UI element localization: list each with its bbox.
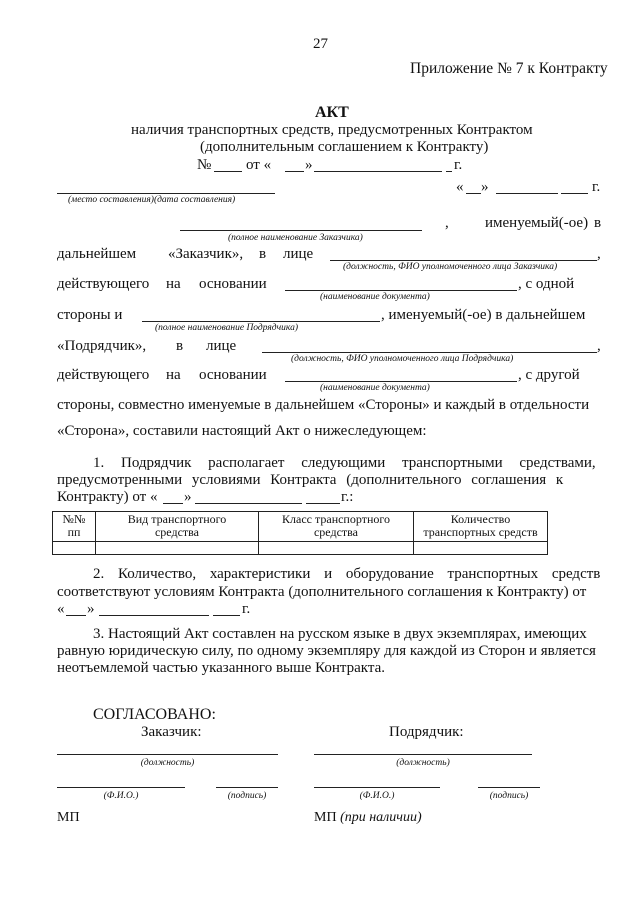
header-cell-number [53,512,96,542]
contractor-fio-field[interactable] [314,787,440,788]
in-word: в [594,215,602,231]
preamble-line-sides: стороны, совместно именуемые в дальнейшем «Стороны» и каждый в отдельности [57,397,590,413]
clause1-line-3-end: г.: [341,489,354,505]
named-word: именуемый(-ое) [485,215,589,231]
side-and: стороны и [57,307,123,323]
contractor-document-field[interactable] [285,381,517,382]
customer-person-comma: , [597,246,601,262]
place-caption: (место составления)(дата составления) [68,195,236,205]
customer-position-caption: (должность) [140,758,195,768]
acting-word: действующего [57,276,150,292]
header-cell-type-l2: средства [154,525,199,539]
contractor-stamp-label [314,809,422,826]
number-month-field[interactable] [314,171,442,172]
further-word: дальнейшем [57,246,137,262]
na-word-2: на [166,367,181,383]
clause1-day-field[interactable] [163,503,183,504]
date-open-quote: « [456,179,464,195]
page-number: 27 [313,36,328,52]
basis-word: основании [199,276,267,292]
number-field[interactable] [214,171,242,172]
agreed-heading: СОГЛАСОВАНО: [93,706,216,723]
clause1-line-3-start: Контракту) от « [57,489,158,505]
table-row[interactable] [53,542,548,555]
clause3-line-3: неотъемлемой частью указанного выше Контракта. [57,660,385,676]
customer-document-caption: (наименование документа) [320,292,430,302]
clause2-line-3-start: « [57,601,65,617]
customer-person-field[interactable] [330,260,597,261]
with-one-side: , с одной [518,276,575,292]
header-cell-count-l1: Количество [450,512,511,526]
number-year-suffix: г. [454,157,463,173]
customer-position-field[interactable] [57,754,278,755]
customer-person-caption: (должность, ФИО уполномоченного лица Заказчика) [343,262,558,272]
clause2-line-2: соответствуют условиям Контракта (дополнительного соглашения к Контракту) от [57,584,587,600]
contractor-sign-field[interactable] [478,787,540,788]
v-word: в [259,246,267,262]
date-year-field[interactable] [561,193,588,194]
contractor-name-field[interactable] [142,321,380,322]
v-word-2: в [176,338,184,354]
customer-fio-caption: (Ф.И.О.) [103,791,139,801]
customer-label: «Заказчик», [168,246,244,262]
contractor-person-comma: , [597,338,601,354]
number-prefix: № [197,157,212,173]
header-cell-class [259,512,414,542]
clause2-line-3-mid: » [87,601,95,617]
customer-sign-caption: (подпись) [227,791,267,801]
date-day-field[interactable] [466,193,481,194]
subtitle-line-1: наличия транспортных средств, предусмотренных Контрактом [131,122,533,138]
header-cell-count-l2: транспортных средств [423,525,538,539]
clause2-month-field[interactable] [99,615,209,616]
contractor-stamp-note: (при наличии) [340,810,422,825]
clause1-year-field[interactable] [306,503,340,504]
header-cell-class-l1: Класс транспортного [282,512,390,526]
number-day-field[interactable] [285,171,304,172]
contractor-position-caption: (должность) [396,758,450,768]
clause3-line-1: 3. Настоящий Акт составлен на русском языке в двух экземплярах, имеющих [93,626,587,642]
contractor-signature-label: Подрядчик: [389,724,464,740]
header-cell-count [414,512,548,542]
customer-document-field[interactable] [285,290,517,291]
clause1-month-field[interactable] [195,503,302,504]
header-cell-number-l1: №№ [62,512,86,526]
clause1-line-1-text: 1. Подрядчик располагает следующими транспортными средствами, [93,455,596,471]
clause3-line-2: равную юридическую силу, по одному экземпляру для каждой из Сторон и является [57,643,596,659]
contractor-stamp-mp: МП [314,810,337,825]
with-other-side: , с другой [518,367,580,383]
date-year-suffix: г. [592,179,601,195]
document-title: АКТ [315,104,349,121]
clause2-day-field[interactable] [66,615,86,616]
contractor-person-caption: (должность, ФИО уполномоченного лица Подрядчика) [291,354,514,364]
table-cell[interactable] [259,542,414,555]
contractor-name-caption: (полное наименование Подрядчика) [155,323,298,333]
named-further: , именуемый(-ое) в дальнейшем [381,307,586,323]
header-cell-class-l2: средства [313,525,358,539]
date-month-field[interactable] [496,193,558,194]
appendix-label: Приложение № 7 к Контракту [410,60,608,77]
contractor-position-field[interactable] [314,754,532,755]
table-cell[interactable] [96,542,259,555]
customer-signature-label: Заказчик: [141,724,202,740]
header-cell-number-l2: пп [67,525,81,539]
na-word: на [166,276,181,292]
table-header-row [53,512,548,542]
customer-stamp-label: МП [57,810,80,825]
customer-comma: , [445,215,449,231]
customer-name-caption: (полное наименование Заказчика) [228,233,363,243]
number-quote-close: » [305,157,313,173]
contractor-person-field[interactable] [262,352,597,353]
table-cell[interactable] [414,542,548,555]
contractor-fio-caption: (Ф.И.О.) [359,791,395,801]
customer-fio-field[interactable] [57,787,185,788]
clause2-line-3-end: г. [242,601,251,617]
number-from: от « [246,157,272,173]
preamble-line-party: «Сторона», составили настоящий Акт о нижеследующем: [57,423,427,439]
customer-sign-field[interactable] [216,787,278,788]
header-cell-type [96,512,259,542]
contractor-label: «Подрядчик», [57,338,147,354]
date-close-quote: » [481,179,489,195]
face-word-2: лице [206,338,237,354]
place-field[interactable] [57,193,275,194]
number-year-field[interactable] [446,171,452,172]
customer-name-field[interactable] [180,230,422,231]
clause2-year-field[interactable] [213,615,240,616]
contractor-sign-caption: (подпись) [489,791,529,801]
basis-word-2: основании [199,367,267,383]
clause1-line-2: предусмотренными условиями Контракта (дополнительного соглашения к [57,472,564,488]
face-word: лице [283,246,314,262]
subtitle-line-2: (дополнительным соглашением к Контракту) [200,139,489,155]
header-cell-type-l1: Вид транспортного [127,512,227,526]
acting-word-2: действующего [57,367,150,383]
vehicles-table [52,511,548,555]
contractor-document-caption: (наименование документа) [320,383,430,393]
clause1-line-1 [93,454,602,472]
table-cell[interactable] [53,542,96,555]
clause2-line-1: 2. Количество, характеристики и оборудование транспортных средств [93,566,601,582]
clause1-line-3-mid: » [184,489,192,505]
